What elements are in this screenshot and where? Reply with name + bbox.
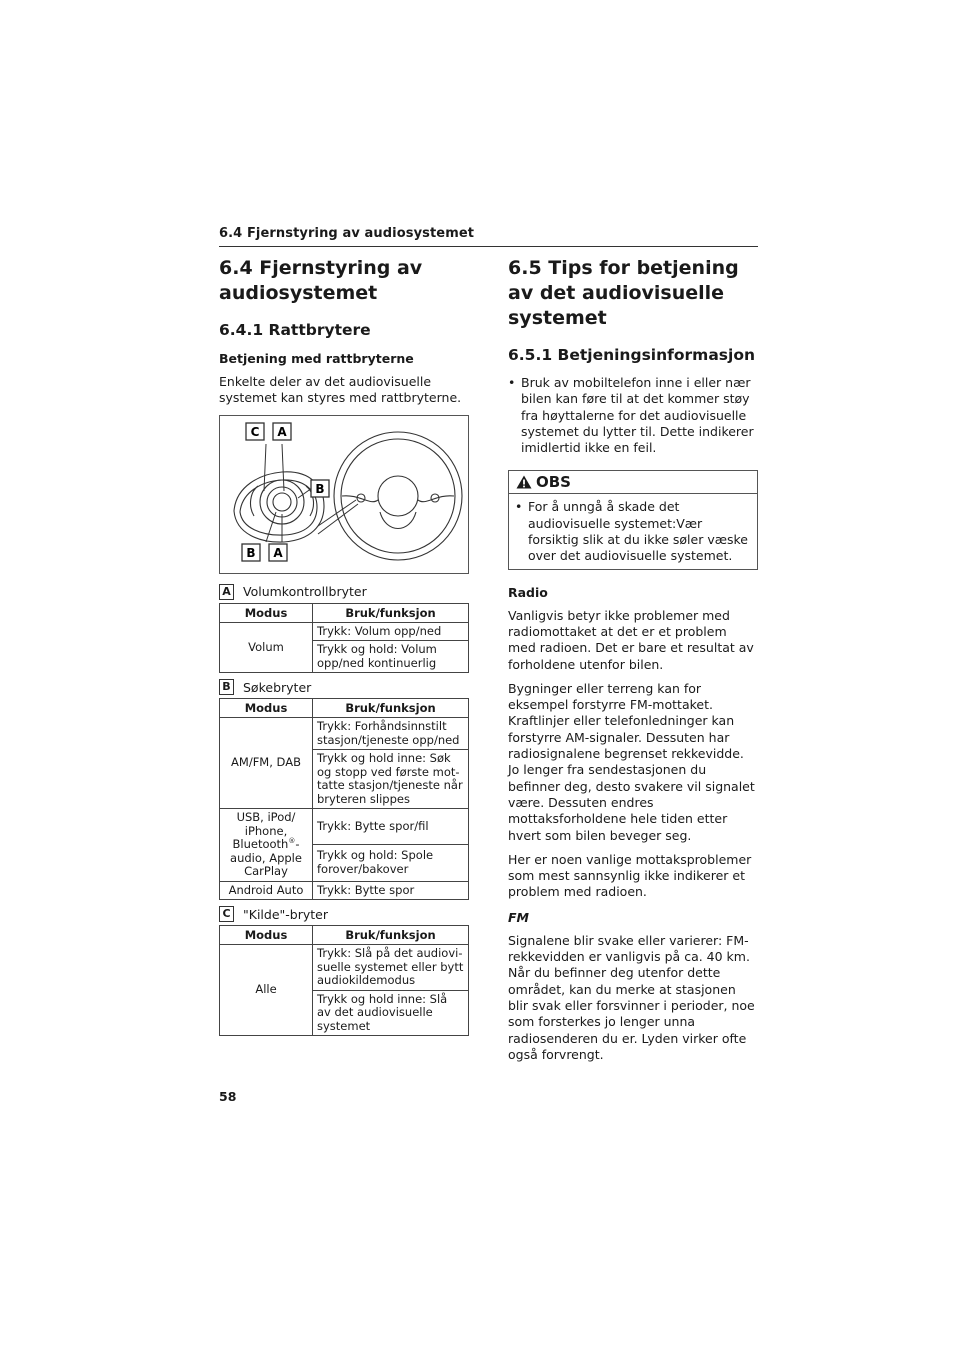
table-a-cell: Trykk: Volum opp/ned <box>313 622 469 641</box>
warning-icon <box>516 475 532 489</box>
table-b-mode-usb-pre: USB, iPod/ iPhone, Bluetooth <box>232 810 296 852</box>
fm-paragraph: Signalene blir svake eller varierer: FM-rekkevidden er vanligvis på ca. 40 km. Når du befinner deg utenfor dette området, kan du merke at stasjonen blir svak eller forsvinner i perioder, noe som forsterkes jo lenger unna radiosenderen du er. Lyden virker ofte også forvrengt. <box>508 932 755 1062</box>
steering-wheel-illustration <box>220 416 468 573</box>
table-b-cell: Trykk og hold: Spole forover/bakover <box>313 845 469 881</box>
table-row <box>220 809 469 845</box>
table-b-mode-amfm: AM/FM, DAB <box>220 718 313 809</box>
section-title-6-4: 6.4 Fjernstyring av audiosystemet <box>219 257 423 304</box>
section-c-title: "Kilde"-bryter <box>243 906 328 922</box>
obs-title-bar <box>509 471 757 494</box>
page-number: 58 <box>219 1089 237 1104</box>
table-row <box>220 945 469 991</box>
table-c-cell: Trykk og hold inne: Slå av det audiovisuelle systemet <box>313 990 469 1036</box>
table-b-mode-usb <box>220 809 313 882</box>
section-b-title: Søkebryter <box>243 679 312 695</box>
right-column <box>508 256 758 1071</box>
table-c-mode: Alle <box>220 945 313 1036</box>
table-seek <box>219 698 469 900</box>
table-c-header-function: Bruk/funksjon <box>313 926 469 945</box>
obs-notice-box <box>508 470 758 569</box>
table-a-mode: Volum <box>220 622 313 673</box>
section-a-label <box>219 584 469 600</box>
callout-a-top: A <box>277 424 287 439</box>
table-b-mode-android: Android Auto <box>220 881 313 900</box>
table-row <box>220 718 469 750</box>
section-a-title: Volumkontrollbryter <box>243 584 367 600</box>
table-b-cell: Trykk: Forhåndsinnstilt stasjon/tjeneste opp/ned <box>313 718 469 750</box>
table-a-header-function: Bruk/funksjon <box>313 603 469 622</box>
table-b-cell: Trykk: Bytte spor/fil <box>313 809 469 845</box>
bold-heading: Betjening med rattbryterne <box>219 351 414 366</box>
badge-a: A <box>219 584 234 600</box>
obs-bullets <box>515 499 751 564</box>
callout-c-top: C <box>250 424 260 439</box>
table-volume <box>219 603 469 674</box>
fm-heading: FM <box>508 909 529 925</box>
radio-heading: Radio <box>508 584 548 600</box>
table-c-header-mode: Modus <box>220 926 313 945</box>
table-source <box>219 925 469 1036</box>
steering-wheel-figure <box>219 415 469 574</box>
table-b-mode-usb-post: - audio, Apple CarPlay <box>230 837 302 879</box>
callout-b-right: B <box>315 481 325 496</box>
radio-paragraph-1: Vanligvis betyr ikke problemer med radiomottaket at det er et problem med radioen. Det er bare et resultat av forholdene utenfor bilen. <box>508 607 754 672</box>
obs-body <box>509 494 757 568</box>
list-item: • Bruk av mobiltelefon inne i eller nær bilen kan føre til at det kommer støy fra høyttalerne for det audiovisuelle systemet du lytter til. Dette indikerer imidlertid ikke en feil. <box>508 375 758 456</box>
table-b-cell: Trykk: Bytte spor <box>313 881 469 900</box>
section-b-label <box>219 679 469 695</box>
table-b-header-mode: Modus <box>220 699 313 718</box>
left-column <box>219 256 469 1042</box>
table-b-cell: Trykk og hold inne: Søk og stopp ved første mot-tatte stasjon/tjeneste når bryteren slippes <box>313 750 469 809</box>
radio-paragraph-3: Her er noen vanlige mottaksproblemer som mest sannsynlig ikke indikerer et problem med radioen. <box>508 851 752 900</box>
badge-b: B <box>219 679 234 695</box>
table-row <box>220 881 469 900</box>
badge-c: C <box>219 906 234 922</box>
registered-mark: ® <box>288 837 296 846</box>
list-item: • For å unngå å skade det audiovisuelle systemet:Vær forsiktig slik at du ikke søler væske over det audiovisuelle systemet. <box>515 499 751 564</box>
table-b-header-function: Bruk/funksjon <box>313 699 469 718</box>
subsection-title-6-4-1: 6.4.1 Rattbrytere <box>219 321 371 339</box>
table-c-cell: Trykk: Slå på det audiovi-suelle systemet eller bytt audiokildemodus <box>313 945 469 991</box>
running-header: 6.4 Fjernstyring av audiosystemet <box>219 226 758 247</box>
table-a-cell: Trykk og hold: Volum opp/ned kontinuerlig <box>313 641 469 673</box>
radio-paragraph-2: Bygninger eller terreng kan for eksempel forstyrre FM-mottaket. Kraftlinjer eller telefonledninger kan forstyrre AM-signaler. Dessuten har radiosignalene begrenset rekkevidde. Jo lenger fra sendestasjonen du befinner deg, desto svakere vil signalet være. Dessuten endres mottaksforholdene hele tiden etter hvert som bilen beveger seg. <box>508 680 755 843</box>
callout-b-bottom: B <box>246 545 256 560</box>
obs-title: OBS <box>536 473 571 492</box>
subsection-title-6-5-1: 6.5.1 Betjeningsinformasjon <box>508 346 756 364</box>
callout-a-bottom: A <box>273 545 283 560</box>
table-a-header-mode: Modus <box>220 603 313 622</box>
table-row <box>220 622 469 641</box>
section-c-label <box>219 906 469 922</box>
info-bullets <box>508 375 758 456</box>
intro-paragraph: Enkelte deler av det audiovisuelle systemet kan styres med rattbryterne. <box>219 374 462 406</box>
section-title-6-5: 6.5 Tips for betjening av det audiovisuelle systemet <box>508 257 739 329</box>
